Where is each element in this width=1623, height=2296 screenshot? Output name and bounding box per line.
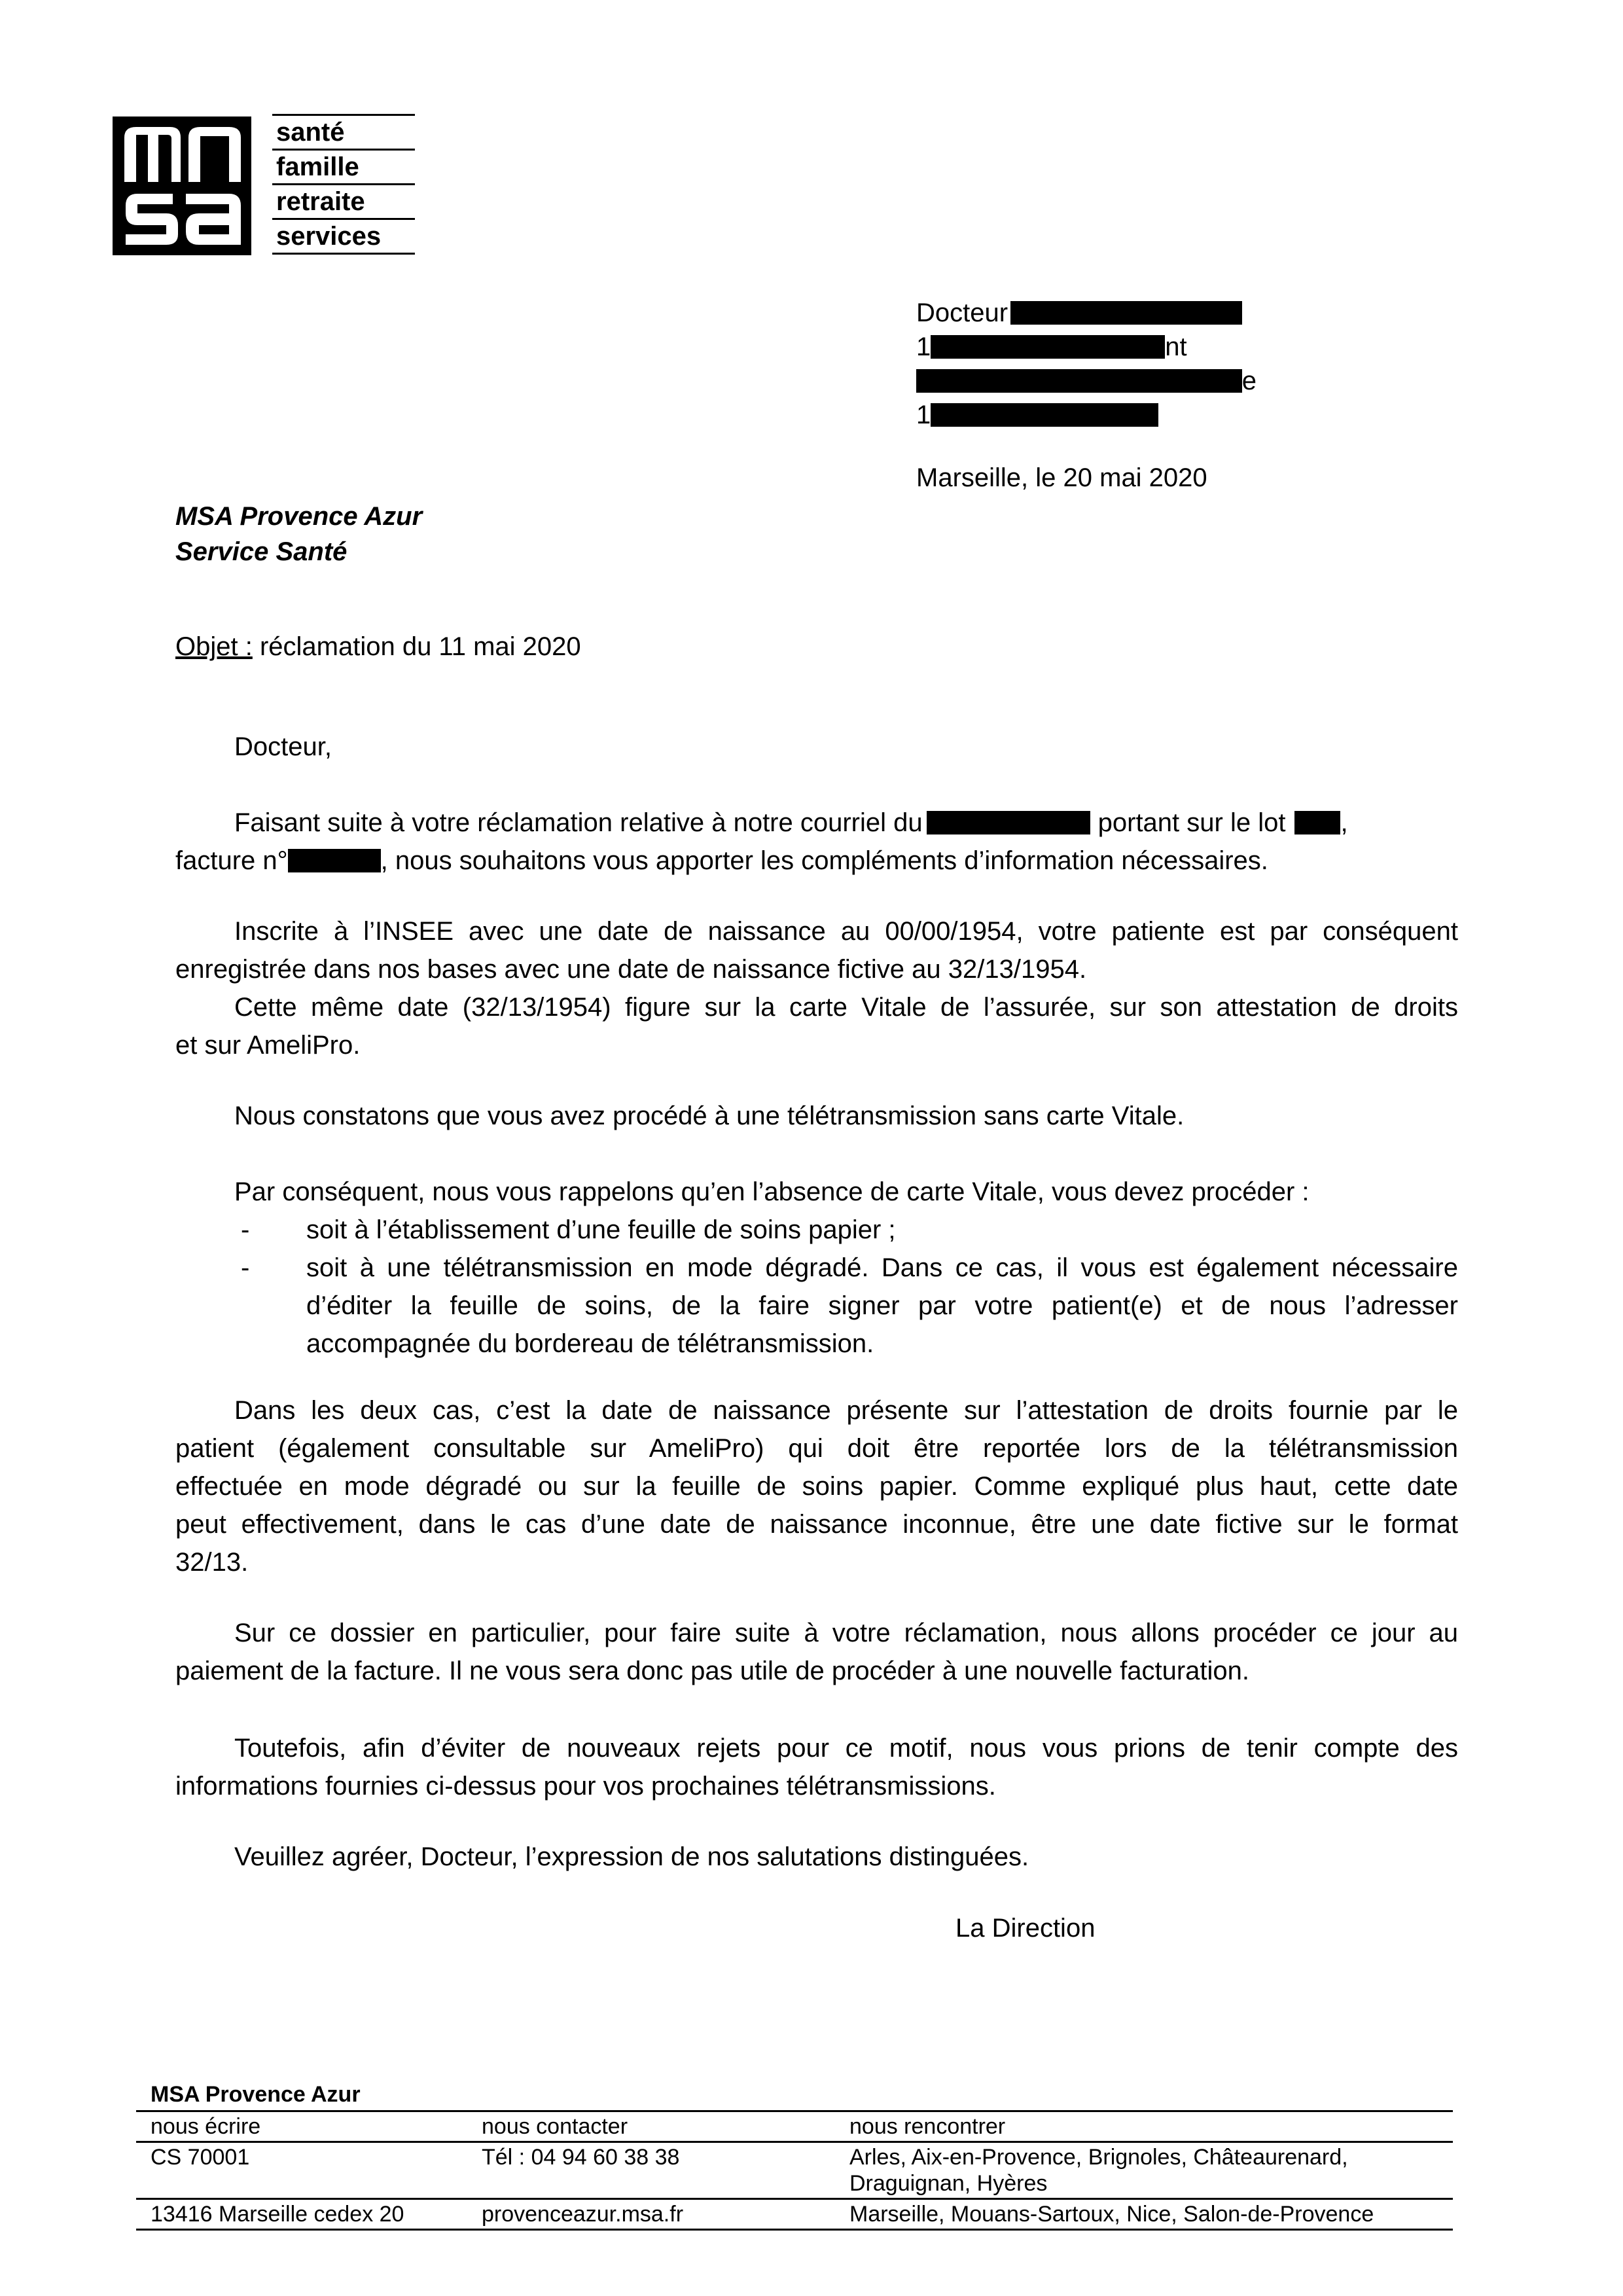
- text-fragment: Cette même date (32/13/1954) figure sur la carte Vitale de l’assurée, sur son attestation de droits: [234, 993, 1458, 1022]
- recipient-fragment: nt: [1165, 332, 1187, 361]
- paragraph-7: [175, 1729, 1458, 1805]
- paragraph-line: [175, 1097, 1458, 1135]
- msa-logo-letters: [120, 122, 245, 250]
- paragraph-line: [175, 1838, 1458, 1876]
- logo-word-sante: santé: [276, 118, 345, 147]
- paragraph-line: effectuée en mode dégradé ou sur la feuille de soins papier. Comme expliqué plus haut, cette date: [175, 1472, 1458, 1501]
- logo-word-famille: famille: [276, 152, 359, 181]
- recipient-fragment: 1: [916, 401, 931, 429]
- paragraph-line: 32/13.: [175, 1548, 249, 1577]
- paragraph-2: [175, 912, 1458, 1064]
- paragraph-line: [175, 804, 1458, 842]
- redaction-bar: [1294, 811, 1340, 834]
- recipient-title: Docteur: [916, 298, 1008, 327]
- footer-website-link[interactable]: provenceazur.msa.fr: [482, 2202, 684, 2227]
- closing-formula: [175, 1838, 1458, 1876]
- text-fragment: Sur ce dossier en particulier, pour faire suite à votre réclamation, nous allons procéder ce jour au: [234, 1619, 1458, 1647]
- paragraph-5: [175, 1391, 1458, 1581]
- bullet-text: [306, 1249, 1458, 1363]
- paragraph-line: [175, 1391, 1458, 1429]
- paragraph-line: [175, 842, 1458, 880]
- bullet-item: [175, 1211, 1458, 1249]
- footer-locations-1: [835, 2143, 1453, 2198]
- footer-postal-box: CS 70001: [151, 2145, 250, 2170]
- text-fragment: facture n°: [175, 846, 288, 875]
- paragraph-line: [175, 988, 1458, 1026]
- text-fragment: Faisant suite à votre réclamation relative à notre courriel du: [234, 808, 923, 837]
- date-line: Marseille, le 20 mai 2020: [916, 463, 1207, 492]
- text-fragment: Par conséquent, nous vous rappelons qu’en l’absence de carte Vitale, vous devez procéder :: [234, 1177, 1310, 1206]
- text-fragment: portant sur le lot: [1097, 808, 1286, 837]
- bullet-dash: -: [241, 1253, 250, 1282]
- footer-row: [136, 2198, 1453, 2231]
- text-fragment: Dans les deux cas, c’est la date de naissance présente sur l’attestation de droits fournie par le: [234, 1396, 1458, 1425]
- text-fragment: ,: [1340, 808, 1348, 837]
- redaction-bar: [1010, 301, 1242, 325]
- redaction-bar: [916, 369, 1242, 393]
- signature: La Direction: [955, 1914, 1096, 1943]
- footer-header-row: [136, 2110, 1453, 2141]
- bullet-item: [175, 1249, 1458, 1363]
- redaction-bar: [931, 403, 1158, 427]
- paragraph-1: [175, 804, 1458, 880]
- paragraph-line: informations fournies ci-dessus pour vos prochaines télétransmissions.: [175, 1772, 996, 1801]
- paragraph-line: [175, 1173, 1458, 1211]
- paragraph-line: et sur AmeliPro.: [175, 1031, 361, 1060]
- paragraph-6: [175, 1614, 1458, 1690]
- subject-text: réclamation du 11 mai 2020: [252, 632, 581, 661]
- logo-tagline: [272, 114, 415, 255]
- footer-postal-address: 13416 Marseille cedex 20: [151, 2202, 404, 2227]
- footer-header-write: nous écrire: [151, 2114, 261, 2139]
- footer-locations-line: Arles, Aix-en-Provence, Brignoles, Châteaurenard,: [849, 2145, 1348, 2170]
- bullet-line: soit à l’établissement d’une feuille de soins papier ;: [306, 1215, 896, 1244]
- paragraph-line: enregistrée dans nos bases avec une date de naissance fictive au 32/13/1954.: [175, 955, 1087, 984]
- sender-name: MSA Provence Azur: [175, 502, 423, 531]
- footer-locations-line: Draguignan, Hyères: [849, 2171, 1048, 2196]
- footer-locations-2: Marseille, Mouans-Sartoux, Nice, Salon-de-Provence: [849, 2202, 1374, 2227]
- paragraph-line: [175, 1729, 1458, 1767]
- logo-word-services: services: [276, 222, 382, 251]
- footer-row: [136, 2141, 1453, 2198]
- redaction-bar: [288, 849, 381, 872]
- sender-block: [175, 499, 422, 569]
- paragraph-3: [175, 1097, 1458, 1135]
- recipient-fragment: e: [1241, 367, 1257, 395]
- salutation-text: Docteur,: [234, 732, 332, 761]
- footer-phone: Tél : 04 94 60 38 38: [482, 2145, 680, 2170]
- text-fragment: Nous constatons que vous avez procédé à une télétransmission sans carte Vitale.: [234, 1102, 1185, 1130]
- bullet-line: d’éditer la feuille de soins, de la faire signer par votre patient(e) et de nous l’adresser: [306, 1291, 1458, 1320]
- logo-word-retraite: retraite: [276, 187, 365, 216]
- bullet-text: [306, 1211, 1458, 1249]
- bullet-list: [175, 1211, 1458, 1363]
- footer-contact-table: [136, 2079, 1453, 2231]
- text-fragment: Inscrite à l’INSEE avec une date de naissance au 00/00/1954, votre patiente est par conséquent: [234, 917, 1458, 946]
- paragraph-4: [175, 1173, 1458, 1211]
- text-fragment: Veuillez agréer, Docteur, l’expression de nos salutations distinguées.: [234, 1842, 1029, 1871]
- bullet-dash: -: [241, 1215, 250, 1244]
- subject-label: Objet :: [175, 632, 253, 661]
- text-fragment: , nous souhaitons vous apporter les compléments d’information nécessaires.: [380, 846, 1268, 875]
- paragraph-line: peut effectivement, dans le cas d’une date de naissance inconnue, être une date fictive sur le format: [175, 1510, 1458, 1539]
- recipient-fragment: 1: [916, 332, 931, 361]
- text-fragment: Toutefois, afin d’éviter de nouveaux rejets pour ce motif, nous vous prions de tenir compte des: [234, 1734, 1458, 1763]
- sender-service: Service Santé: [175, 537, 348, 566]
- redaction-bar: [927, 811, 1090, 834]
- redaction-bar: [931, 335, 1165, 359]
- subject-line: [175, 632, 581, 662]
- paragraph-line: [175, 1614, 1458, 1652]
- paragraph-line: [175, 912, 1458, 950]
- footer-header-meet: nous rencontrer: [849, 2114, 1006, 2139]
- bullet-line: soit à une télétransmission en mode dégradé. Dans ce cas, il vous est également nécessaire: [306, 1253, 1458, 1282]
- footer-title: MSA Provence Azur: [151, 2082, 361, 2107]
- footer-header-contact: nous contacter: [482, 2114, 628, 2139]
- logo-rule: [272, 253, 415, 255]
- salutation: [175, 728, 1458, 766]
- recipient-address: [916, 296, 1257, 432]
- paragraph-line: paiement de la facture. Il ne vous sera donc pas utile de procéder à une nouvelle facturation.: [175, 1657, 1250, 1685]
- paragraph-line: patient (également consultable sur AmeliPro) qui doit être reportée lors de la télétransmission: [175, 1434, 1458, 1463]
- bullet-line: accompagnée du bordereau de télétransmission.: [306, 1329, 874, 1358]
